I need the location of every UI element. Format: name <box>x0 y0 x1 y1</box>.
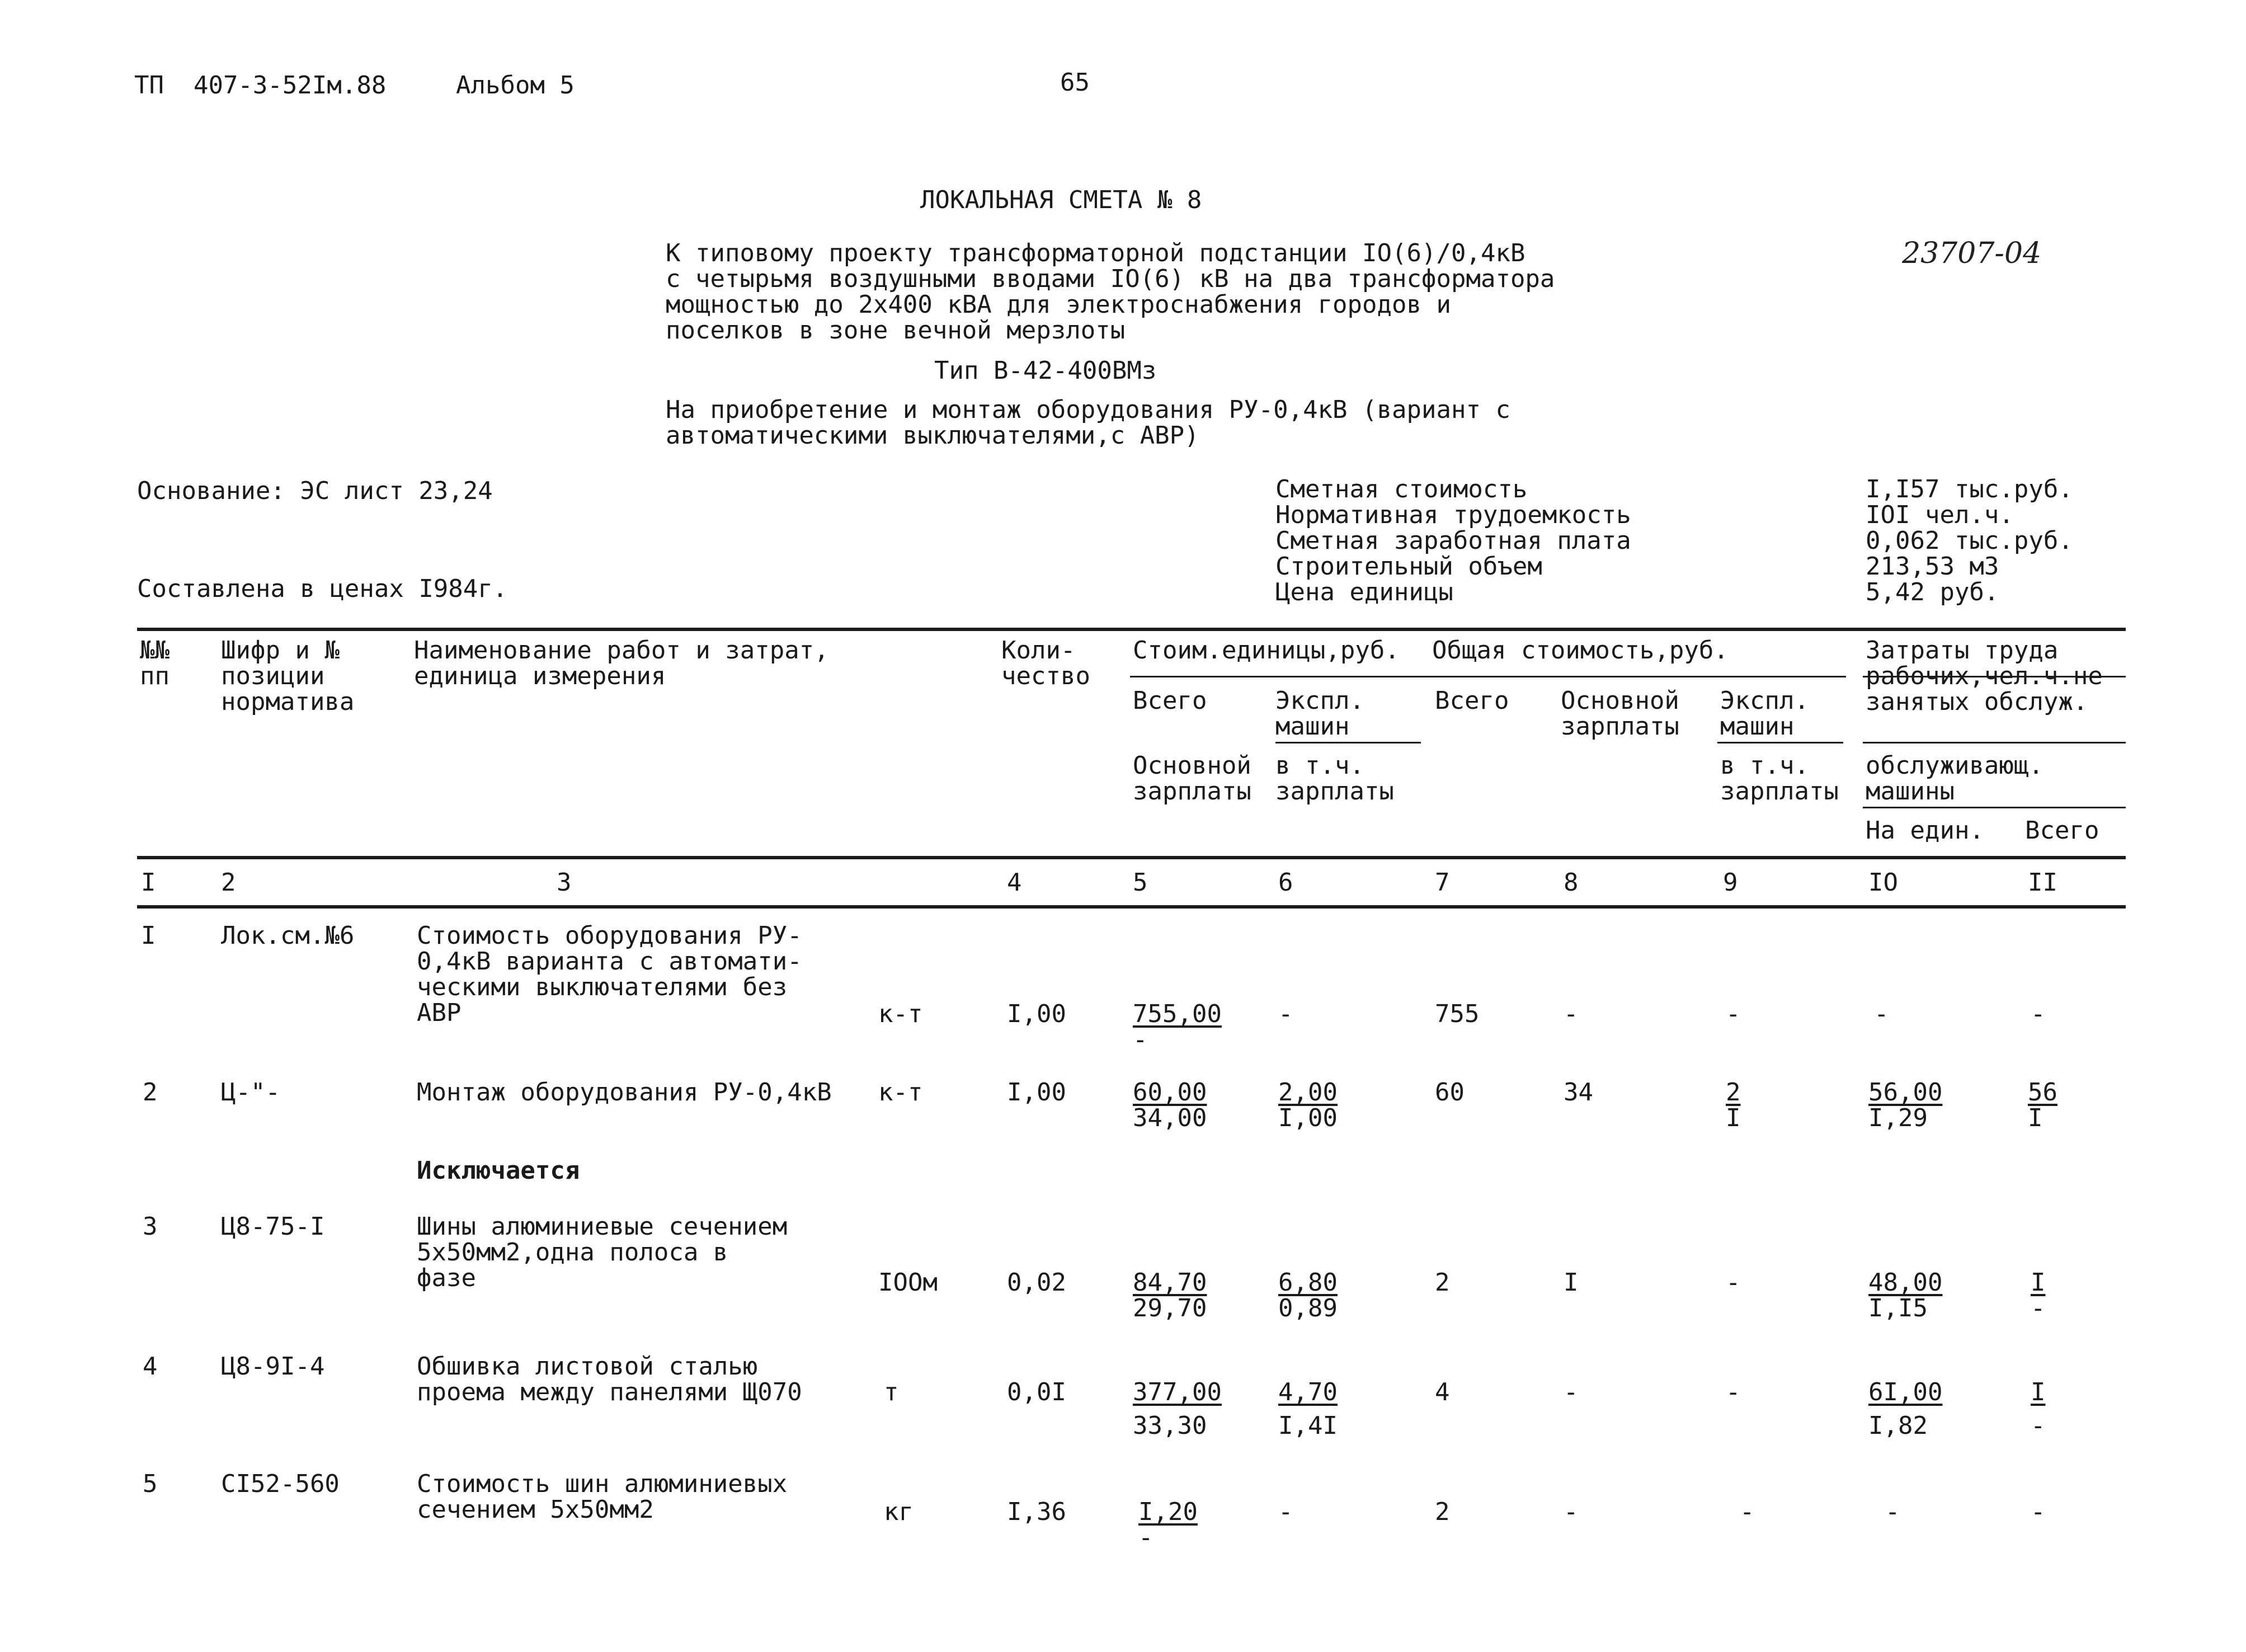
row3-c6-bottom: 0,89 <box>1278 1294 1338 1322</box>
colnum-2: 2 <box>221 868 236 897</box>
row2-qty: I,00 <box>1007 1078 1066 1107</box>
row4-name-1: Обшивка листовой сталью <box>417 1352 758 1381</box>
row4-code: Ц8-9I-4 <box>221 1352 325 1381</box>
th-ekspl-1: Экспл. <box>1275 686 1364 715</box>
colnum-9: 9 <box>1723 868 1738 897</box>
row4-num: 4 <box>143 1352 158 1381</box>
summary-value-unit-price: 5,42 руб. <box>1866 578 1999 606</box>
header-subrule-labor2 <box>1863 742 2126 743</box>
row2-c8: 34 <box>1564 1078 1593 1107</box>
purpose-line-2: автоматическими выключателями,с АВР) <box>666 421 1199 450</box>
row3-c8: I <box>1564 1268 1579 1297</box>
row2-c7: 60 <box>1435 1078 1465 1107</box>
row1-c8: - <box>1564 1000 1579 1028</box>
row1-c11: - <box>2031 1000 2046 1028</box>
th-labor-3: занятых обслуж. <box>1866 688 2088 716</box>
th-num-2: пп <box>140 662 169 690</box>
basis-line: Основание: ЭС лист 23,24 <box>137 477 493 505</box>
row2-c6-bottom: I,00 <box>1278 1104 1338 1132</box>
row3-num: 3 <box>143 1212 158 1241</box>
th-osnovnoy-zp-2: зарплаты <box>1133 777 1251 806</box>
subtitle-line-3: мощностью до 2х400 кВА для электроснабжения городов и <box>666 290 1451 319</box>
th-vtch-zp-2: зарплаты <box>1275 777 1394 806</box>
row5-name-1: Стоимость шин алюминиевых <box>417 1470 788 1498</box>
row1-c9: - <box>1726 1000 1741 1028</box>
th-labor-1: Затраты труда <box>1866 636 2059 665</box>
doc-code: ТП 407-3-52Iм.88 <box>134 71 387 100</box>
summary-label-volume: Строительный объем <box>1275 552 1542 581</box>
th-code-1: Шифр и № <box>221 636 340 665</box>
row5-num: 5 <box>143 1470 158 1498</box>
row1-c6: - <box>1278 1000 1293 1028</box>
summary-label-cost: Сметная стоимость <box>1275 475 1528 503</box>
row4-qty: 0,0I <box>1007 1378 1066 1406</box>
row5-c5-top: I,20 <box>1138 1498 1198 1526</box>
colnum-6: 6 <box>1278 868 1293 897</box>
summary-value-cost: I,I57 тыс.руб. <box>1866 475 2073 503</box>
colnum-bottom-rule <box>137 905 2126 909</box>
row4-c5-bottom: 33,30 <box>1133 1411 1207 1440</box>
th-unit-cost: Стоим.единицы,руб. <box>1133 636 1400 665</box>
th-vsego2: Всего <box>1435 686 1509 715</box>
row1-name-3: ческими выключателями без <box>417 973 788 1001</box>
summary-value-labor: IOI чел.ч. <box>1866 501 2014 529</box>
row2-c11-top: 56 <box>2028 1078 2057 1107</box>
row1-code: Лок.см.№6 <box>221 921 355 950</box>
header-subrule-cost <box>1130 676 1846 677</box>
th-num: №№ <box>140 636 169 665</box>
header-subrule-ekspl <box>1275 742 1421 743</box>
th-osnovnoy-2: зарплаты <box>1561 712 1679 741</box>
prices-year: Составлена в ценах I984г. <box>137 575 508 603</box>
row4-c6-bottom: I,4I <box>1278 1411 1338 1440</box>
colnum-8: 8 <box>1564 868 1579 897</box>
row3-c7: 2 <box>1435 1268 1450 1297</box>
th-labor-2: рабочих,чел.ч.не <box>1866 662 2103 690</box>
row2-c10-bottom: I,29 <box>1868 1104 1928 1132</box>
colnum-4: 4 <box>1007 868 1022 897</box>
subtitle-line-4: поселков в зоне вечной мерзлоты <box>666 316 1126 345</box>
handwritten-code: 23707-04 <box>1902 237 2042 270</box>
row2-c5-bottom: 34,00 <box>1133 1104 1207 1132</box>
doc-title: ЛОКАЛЬНАЯ СМЕТА № 8 <box>920 186 1202 214</box>
th-vtch-zp2-1: в т.ч. <box>1720 751 1809 780</box>
album-label: Альбом 5 <box>456 71 575 100</box>
th-name-2: единица измерения <box>414 662 666 690</box>
section-excluded: Исключается <box>417 1156 580 1185</box>
row3-c9: - <box>1726 1268 1741 1297</box>
row1-c5-bottom: - <box>1133 1025 1148 1054</box>
row2-num: 2 <box>143 1078 158 1107</box>
page-number: 65 <box>1060 68 1090 97</box>
row1-qty: I,00 <box>1007 1000 1066 1028</box>
row1-name-4: АВР <box>417 999 462 1027</box>
summary-label-labor: Нормативная трудоемкость <box>1275 501 1631 529</box>
summary-value-volume: 213,53 м3 <box>1866 552 1999 581</box>
header-subrule-ekspl2 <box>1717 742 1843 743</box>
type-line: Тип В-42-400ВМз <box>934 356 1157 385</box>
row5-c11: - <box>2031 1498 2046 1526</box>
th-vtch-zp2-2: зарплаты <box>1720 777 1839 806</box>
row3-c5-top: 84,70 <box>1133 1268 1207 1297</box>
colnum-7: 7 <box>1435 868 1450 897</box>
th-vtch-zp-1: в т.ч. <box>1275 751 1364 780</box>
row2-c5-top: 60,00 <box>1133 1078 1207 1107</box>
row3-unit: IOOм <box>878 1268 938 1297</box>
row1-name-2: 0,4кВ варианта с автомати- <box>417 947 802 976</box>
row3-name-1: Шины алюминиевые сечением <box>417 1212 788 1241</box>
row1-c5-top: 755,00 <box>1133 1000 1222 1028</box>
row3-c5-bottom: 29,70 <box>1133 1294 1207 1322</box>
row4-c9: - <box>1726 1378 1741 1406</box>
row1-unit: к-т <box>878 1000 923 1028</box>
row2-c9-top: 2 <box>1726 1078 1741 1107</box>
row2-name-1: Монтаж оборудования РУ-0,4кВ <box>417 1078 832 1107</box>
th-total-cost: Общая стоимость,руб. <box>1432 636 1729 665</box>
row3-c11-bottom: - <box>2031 1294 2046 1322</box>
row3-c10-top: 48,00 <box>1868 1268 1943 1297</box>
colnum-5: 5 <box>1133 868 1148 897</box>
row5-unit: кг <box>884 1498 914 1526</box>
row3-c11-top: I <box>2031 1268 2046 1297</box>
th-code-2: позиции <box>221 662 325 690</box>
row1-num: I <box>141 921 156 950</box>
purpose-line-1: На приобретение и монтаж оборудования РУ-0,4кВ (вариант с <box>666 396 1510 424</box>
row5-c5-bottom: - <box>1138 1523 1153 1552</box>
subtitle-line-1: К типовому проекту трансформаторной подстанции IO(6)/0,4кВ <box>666 239 1525 267</box>
row2-code: Ц-"- <box>221 1078 280 1107</box>
th-vsego: Всего <box>1133 686 1207 715</box>
row5-c7: 2 <box>1435 1498 1450 1526</box>
th-vsego3: Всего <box>2025 816 2099 845</box>
row5-c8: - <box>1564 1498 1579 1526</box>
row2-c10-top: 56,00 <box>1868 1078 1943 1107</box>
subtitle-line-2: с четырьмя воздушными вводами IO(6) кВ на два трансформатора <box>666 265 1555 293</box>
row4-c7: 4 <box>1435 1378 1450 1406</box>
th-osnovnoy-zp-1: Основной <box>1133 751 1251 780</box>
row5-c10: - <box>1885 1498 1900 1526</box>
row3-name-2: 5х50мм2,одна полоса в <box>417 1238 728 1267</box>
row4-unit: т <box>884 1378 899 1406</box>
th-ekspl2-1: Экспл. <box>1720 686 1809 715</box>
summary-label-wages: Сметная заработная плата <box>1275 526 1631 555</box>
row4-c11-top: I <box>2031 1378 2046 1406</box>
row5-qty: I,36 <box>1007 1498 1066 1526</box>
colnum-1: I <box>141 868 156 897</box>
row4-name-2: проема между панелями Щ070 <box>417 1378 802 1406</box>
header-bottom-rule <box>137 856 2126 859</box>
summary-value-wages: 0,062 тыс.руб. <box>1866 526 2073 555</box>
th-obsluzh-2: машины <box>1866 777 1955 806</box>
row3-c10-bottom: I,I5 <box>1868 1294 1928 1322</box>
row3-c6-top: 6,80 <box>1278 1268 1338 1297</box>
row3-qty: 0,02 <box>1007 1268 1066 1297</box>
th-name-1: Наименование работ и затрат, <box>414 636 829 665</box>
th-obsluzh-1: обслуживающ. <box>1866 751 2043 780</box>
header-subrule-labor3 <box>1863 807 2126 808</box>
row4-c6-top: 4,70 <box>1278 1378 1338 1406</box>
th-qty-2: чество <box>1001 662 1090 690</box>
th-qty-1: Коли- <box>1001 636 1076 665</box>
row5-code: СI52-560 <box>221 1470 340 1498</box>
row2-unit: к-т <box>878 1078 923 1107</box>
summary-label-unit-price: Цена единицы <box>1275 578 1453 606</box>
row1-c10: - <box>1874 1000 1889 1028</box>
row2-c9-bottom: I <box>1726 1104 1741 1132</box>
th-ekspl-2: машин <box>1275 712 1350 741</box>
row4-c10-top: 6I,00 <box>1868 1378 1943 1406</box>
row5-c6: - <box>1278 1498 1293 1526</box>
th-na-edin: На един. <box>1866 816 1984 845</box>
row5-name-2: сечением 5х50мм2 <box>417 1495 654 1524</box>
row4-c5-top: 377,00 <box>1133 1378 1222 1406</box>
colnum-3: 3 <box>557 868 572 897</box>
th-ekspl2-2: машин <box>1720 712 1795 741</box>
row1-c7: 755 <box>1435 1000 1480 1028</box>
row4-c8: - <box>1564 1378 1579 1406</box>
colnum-11: II <box>2028 868 2057 897</box>
row4-c11-bottom: - <box>2031 1411 2046 1440</box>
row2-c6-top: 2,00 <box>1278 1078 1338 1107</box>
table-top-rule <box>137 628 2126 631</box>
th-osnovnoy-1: Основной <box>1561 686 1679 715</box>
row2-c11-bottom: I <box>2028 1104 2043 1132</box>
colnum-10: IO <box>1868 868 1898 897</box>
row3-name-3: фазе <box>417 1264 476 1292</box>
row3-code: Ц8-75-I <box>221 1212 325 1241</box>
th-code-3: норматива <box>221 688 355 716</box>
row1-name-1: Стоимость оборудования РУ- <box>417 921 802 950</box>
row5-c9: - <box>1740 1498 1755 1526</box>
row4-c10-bottom: I,82 <box>1868 1411 1928 1440</box>
